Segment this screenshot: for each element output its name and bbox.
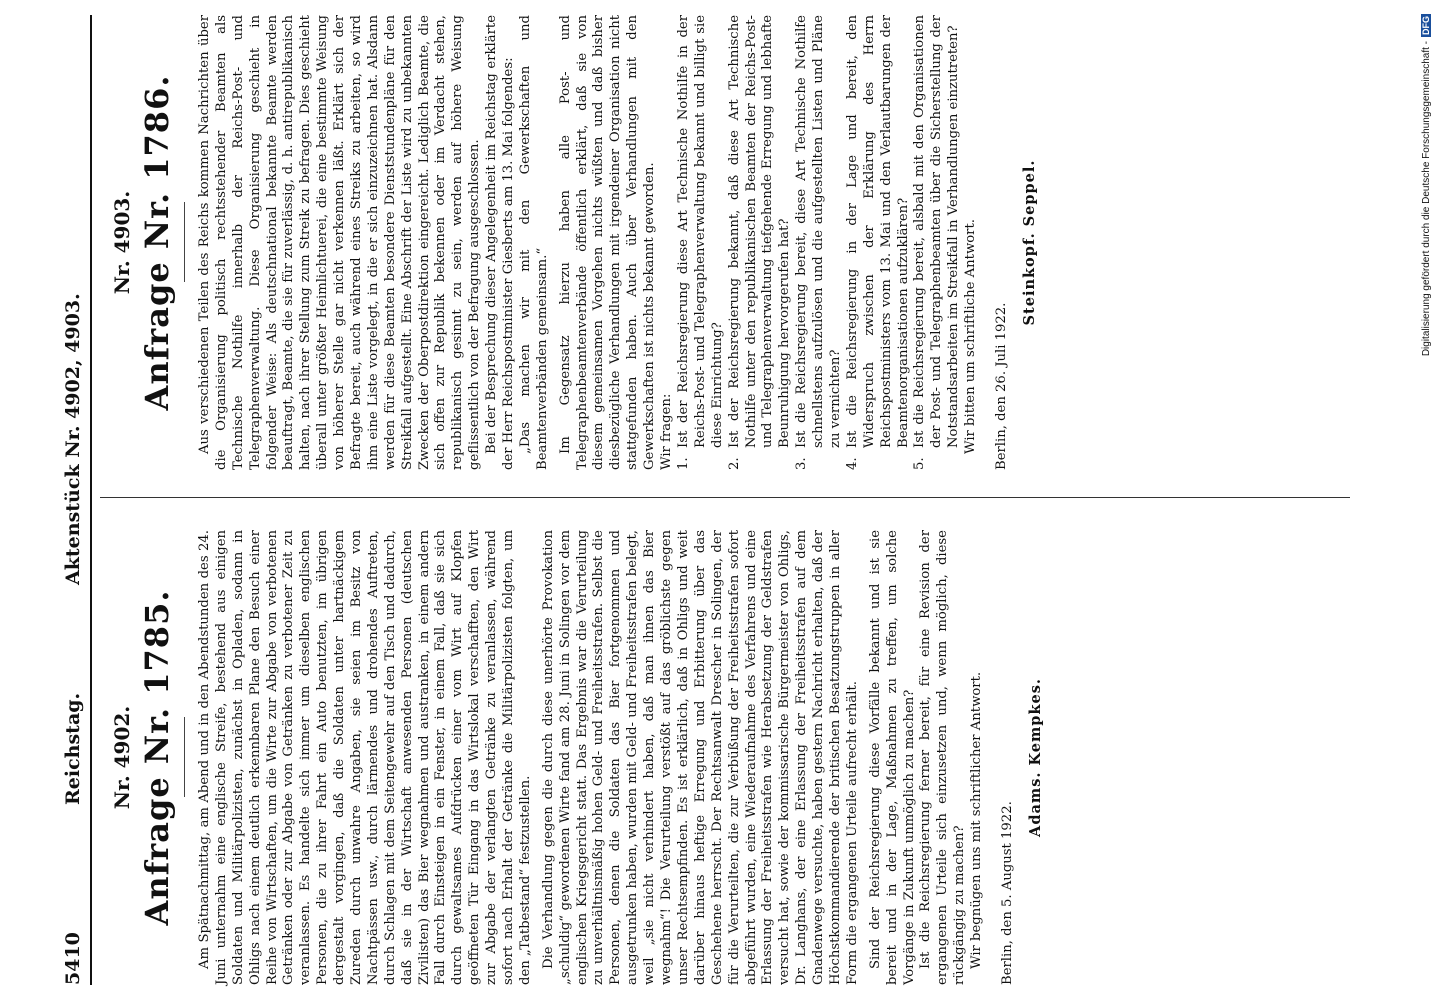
date-line: Berlin, den 26. Juli 1922.: [993, 302, 1009, 470]
date-line: Berlin, den 5. August 1922.: [999, 801, 1015, 985]
digitization-credit: [1418, 14, 1434, 394]
question-item: 4. Ist die Reichsregierung in der Lage und bereit, den Widerspruch zwischen der Erklärung des Herrn Reichspostministers vom 13. Mai und den Verlautbarungen der Beamtenorganisationen aufzuklären?: [844, 15, 911, 470]
inquiry-body: [197, 530, 986, 985]
paragraph: Bei der Besprechung dieser Angelegenheit im Reichstag erklärte der Herr Reichspostminister Giesberts am 13. Mai folgendes:: [484, 15, 517, 470]
rotated-document-page: [50, 15, 1350, 985]
signatories: Steinkopf. Seppel.: [1020, 159, 1038, 326]
closing-line: Wir bitten um schriftliche Antwort.: [963, 219, 979, 454]
header-rule: [90, 15, 92, 985]
question-item: 3. Ist die Reichsregierung bereit, diese Art Technische Nothilfe schnellstens aufzulösen und die aufgestellten Listen und Pläne zu vernichten?: [794, 15, 843, 470]
left-column: [110, 530, 1044, 985]
question-paragraph: Ist die Reichsregierung ferner bereit, für eine Revision der ergangenen Urteile sich einzusetzen und, wenn möglich, diese rückgängig zu machen?: [918, 530, 968, 985]
document-number: Nr. 4902.: [110, 705, 134, 810]
questions-list: [676, 15, 963, 470]
inquiry-body: [197, 15, 676, 470]
document-reference: Aktenstück Nr. 4902, 4903.: [62, 293, 84, 585]
inquiry-title: Anfrage Nr. 1786.: [138, 74, 176, 411]
title-separator: [184, 718, 185, 798]
question-item: 5. Ist die Reichsregierung bereit, alsbald mit den Organisationen der Post- und Telegraphenbeamten über die Sicherstellung der Notstandsarbeiten im Streikfall in Verhandlungen einzutreten?: [912, 15, 962, 470]
question-item: 2. Ist der Reichsregierung bekannt, daß diese Art Technische Nothilfe unter den republikanischen Beamten der Reichs-Post- und Telegraphenverwaltung tiefgehende Erregung und lebhafte Beunruhigung hervorgerufen hat?: [726, 15, 793, 470]
page-number: 5410: [62, 932, 84, 985]
question-paragraph: Sind der Reichsregierung diese Vorfälle bekannt und ist sie bereit und in der Lage, Maßnahmen zu treffen, um solche Vorgänge in Zukunft unmöglich zu machen?: [867, 530, 917, 985]
credit-text: Digitalisierung gefördert durch die Deutsche Forschungsgemeinschaft -: [1420, 41, 1432, 357]
question-item: 1. Ist der Reichsregierung diese Art Technische Nothilfe in der Reichs-Post- und Telegraphenverwaltung bekannt und billigt sie diese Einrichtung?: [675, 15, 725, 470]
paragraph: Die Verhandlung gegen die durch diese unerhörte Provokation „schuldig“ gewordenen Wirte fand am 28. Juni in Solingen vor dem englischen Kriegsgericht statt. Das Ergebnis war die Verurteilung zu unverhältnismäßig hohen Geld- und Freiheitsstrafen. Selbst die Personen, denen die Soldaten das Bier fortgenommen und ausgetrunken haben, wurden mit Geld- und Freiheitsstrafen belegt, weil „sie nicht verhindert haben, daß man ihnen das Bier wegnahm“! Die Verurteilung verstößt auf das gröblichste gegen unser Rechtsempfinden. Es ist erklärlich, daß in Ohligs und weit darüber hinaus heftige Erregung und Erbitterung über das Geschehene herrscht. Der Rechtsanwalt Drescher in Solingen, der für die Verurteilten, die zur Verbüßung der Freiheitsstrafen sofort abgeführt wurden, eine Wiederaufnahme des Verfahrens und eine Erlassung der Freiheitsstrafen wie Herabsetzung der Geldstrafen versucht hat, sowie der kommissarische Bürgermeister von Ohligs, Dr. Langhans, der eine Erlassung der Freiheitsstrafen auf dem Gnadenwege versuchte, haben gestern Nachricht erhalten, daß der Höchstkommandierende der britischen Besatzungstruppen in aller Form die ergangenen Urteile aufrecht erhält.: [540, 530, 860, 985]
document-number: Nr. 4903.: [110, 190, 134, 295]
quotation: „Das machen wir mit den Gewerkschaften und Beamtenverbänden gemeinsam.“: [517, 15, 550, 470]
signatories: Adams. Kempkes.: [1026, 678, 1044, 837]
title-separator: [184, 203, 185, 283]
dfg-logo: DFG: [1421, 16, 1431, 35]
paragraph: Am Spätnachmittag, am Abend und in den Abendstunden des 24. Juni unternahm eine englische Streife, bestehend aus einigen Soldaten und Militärpolizisten, zunächst in Opladen, sodann in Ohligs nach einem deutlich erkennbaren Plane den Besuch einer Reihe von Wirtschaften, um die Wirte zur Abgabe von verbotenen Getränken oder zur Abgabe von Getränken zu verbotener Zeit zu veranlassen. Es handelte sich immer um dieselben englischen Personen, die zu ihrer Fahrt ein Auto benutzten, im übrigen dergestalt vorgingen, daß die Soldaten unter hartnäckigem Zureden durch unwahre Angaben, sie seien im Besitz von Nachtpässen usw., durch lärmendes und drohendes Auftreten, durch Schlagen mit dem Seitengewehr auf den Tisch und dadurch, daß sie in der Wirtschaft anwesenden Personen (deutschen Zivilisten) das Bier wegnahmen und austranken, in einem andern Fall durch Einsteigen in ein Fenster, in einem Fall, daß sie sich durch gewaltsames Aufdrücken einer vom Wirt auf Klopfen geöffneten Tür Eingang in das Wirtslokal verschafften, den Wirt zur Abgabe der verlangten Getränke zu veranlassen, während sofort nach Erhalt der Getränke die Militärpolizisten folgten, um den „Tatbestand“ festzustellen.: [197, 530, 533, 985]
closing-line: Wir begnügen uns mit schriftlicher Antwort.: [969, 671, 985, 969]
paragraph: Aus verschiedenen Teilen des Reichs kommen Nachrichten über die Organisierung politisch rechtsstehender Beamten als Technische Nothilfe innerhalb der Reichs-Post- und Telegraphenverwaltung. Diese Organisierung geschieht in folgender Weise: Als deutschnational bekannte Beamte werden beauftragt, Beamte, die sie für zuverlässig, d. h. antirepublikanisch halten, nach ihrer Stellung zum Streik zu befragen. Dies geschieht überall unter größter Heimlichtuerei, die eine bestimmte Weisung von höherer Stelle gar nicht verkennen läßt. Erklärt sich der Befragte bereit, auch während eines Streiks zu arbeiten, so wird ihm eine Liste vorgelegt, in die er sich einzuzeichnen hat. Alsdann werden für diese Beamten besondere Dienststundenpläne für den Streikfall aufgestellt. Eine Abschrift der Liste wird zu unbekannten Zwecken der Oberpostdirektion eingereicht. Lediglich Beamte, die sich offen zur Republik bekennen oder im Verdacht stehen, republikanisch gesinnt zu sein, werden auf höhere Weisung geflissentlich von der Befragung ausgeschlossen.: [197, 15, 483, 470]
parliament-header: Reichstag.: [62, 692, 84, 805]
questions-intro: Wir fragen:: [659, 393, 675, 470]
paragraph: Im Gegensatz hierzu haben alle Post- und Telegraphenbeamtenverbände öffentlich erklärt, daß sie von diesem gemeinsamen Vorgehen nichts wüßten und daß bisher diesbezügliche Verhandlungen mit irgendeiner Organisation nicht stattgefunden haben. Auch über Verhandlungen mit den Gewerkschaften ist nichts bekannt geworden.: [557, 15, 658, 470]
inquiry-title: Anfrage Nr. 1785.: [138, 589, 176, 926]
column-divider: [100, 497, 1350, 498]
right-column: [110, 15, 1038, 470]
